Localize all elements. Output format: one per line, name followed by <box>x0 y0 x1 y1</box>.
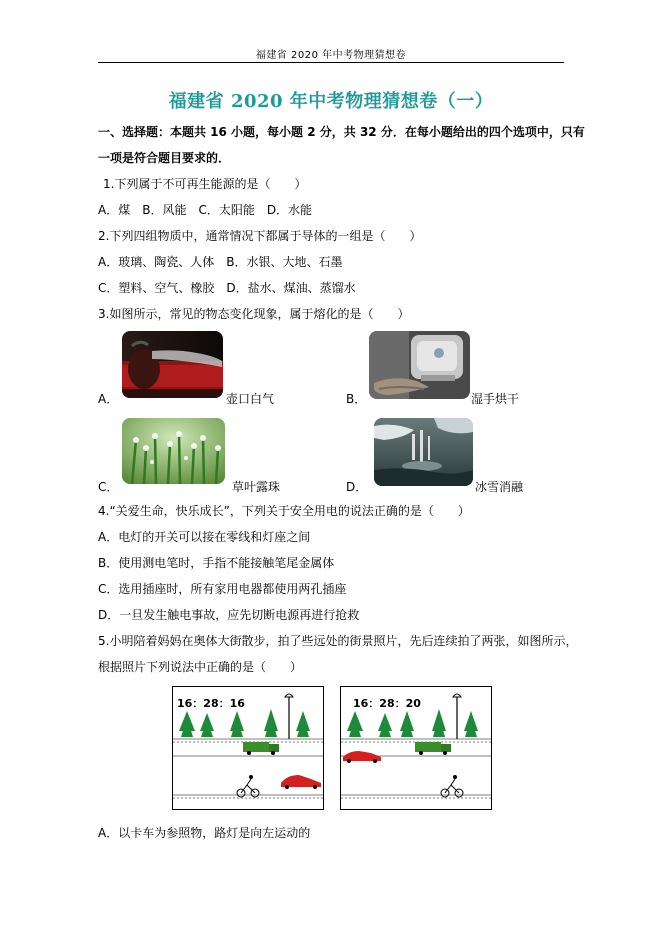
truck-icon <box>415 742 451 755</box>
exam-title: 福建省 2020 年中考物理猜想卷（一） <box>168 91 494 112</box>
q3-option-a-letter: A． <box>98 392 119 406</box>
q5-option-a: A．以卡车为参照物，路灯是向左运动的 <box>98 826 311 840</box>
q3-stem: 3.如图所示，常见的物态变化现象，属于熔化的是（ ） <box>98 307 410 321</box>
q3-option-c-letter: C． <box>98 480 119 494</box>
q5-stem-line1: 5.小明陪着妈妈在奥体大街散步，拍了些远处的街景照片，先后连续拍了两张，如图所示， <box>98 634 578 648</box>
q2-options-ab: A．玻璃、陶瓷、人体 B．水银、大地、石墨 <box>98 255 343 269</box>
q4-option-c: C．选用插座时，所有家用电器都使用两孔插座 <box>98 582 347 596</box>
q2-stem: 2.下列四组物质中，通常情况下都属于导体的一组是（ ） <box>98 229 422 243</box>
bicycle-icon <box>441 776 463 798</box>
tree-row-icon <box>347 709 478 737</box>
street-lamp-icon <box>453 694 461 739</box>
running-header: 福建省 2020 年中考物理猜想卷 <box>255 50 407 61</box>
q1-options: A．煤 B．风能 C．太阳能 D．水能 <box>98 203 313 217</box>
q3-option-c-caption: 草叶露珠 <box>232 480 281 494</box>
street-photo-1 <box>172 686 324 810</box>
photo2-timestamp: 16：28：20 <box>353 697 421 710</box>
street-photo-2 <box>340 686 492 810</box>
q3-option-d-letter: D． <box>346 480 368 494</box>
q1-stem: 1.下列属于不可再生能源的是（ ） <box>103 177 307 191</box>
street-lamp-icon <box>285 694 293 739</box>
car-icon <box>281 775 321 789</box>
q4-option-a: A．电灯的开关可以接在零线和灯座之间 <box>98 530 311 544</box>
hand-dryer-photo <box>369 331 470 399</box>
q3-option-a-caption: 壶口白气 <box>226 392 275 406</box>
q4-option-b: B．使用测电笔时，手指不能接触笔尾金属体 <box>98 556 335 570</box>
q5-stem-line2: 根据照片下列说法中正确的是（ ） <box>98 660 303 674</box>
kettle-steam-photo <box>122 331 223 398</box>
tree-row-icon <box>179 709 310 737</box>
q2-options-cd: C．塑料、空气、橡胶 D．盐水、煤油、蒸馏水 <box>98 281 356 295</box>
section-heading-line2: 一项是符合题目要求的． <box>98 151 231 165</box>
truck-icon <box>243 742 279 755</box>
q3-option-b-caption: 湿手烘干 <box>471 392 520 406</box>
ice-melting-photo <box>374 418 473 486</box>
section-heading-line1: 一、选择题：本题共 16 小题，每小题 2 分，共 32 分．在每小题给出的四个选项中，只有 <box>98 125 585 139</box>
grass-dew-photo <box>122 418 225 484</box>
q4-option-d: D．一旦发生触电事故，应先切断电源再进行抢救 <box>98 608 360 622</box>
bicycle-icon <box>237 776 259 798</box>
q3-option-b-letter: B． <box>346 392 367 406</box>
q4-stem: 4.“关爱生命，快乐成长”，下列关于安全用电的说法正确的是（ ） <box>98 504 470 518</box>
header-rule <box>98 62 564 63</box>
car-icon <box>343 751 381 763</box>
photo1-timestamp: 16：28：16 <box>177 697 245 710</box>
q3-option-d-caption: 冰雪消融 <box>475 480 524 494</box>
